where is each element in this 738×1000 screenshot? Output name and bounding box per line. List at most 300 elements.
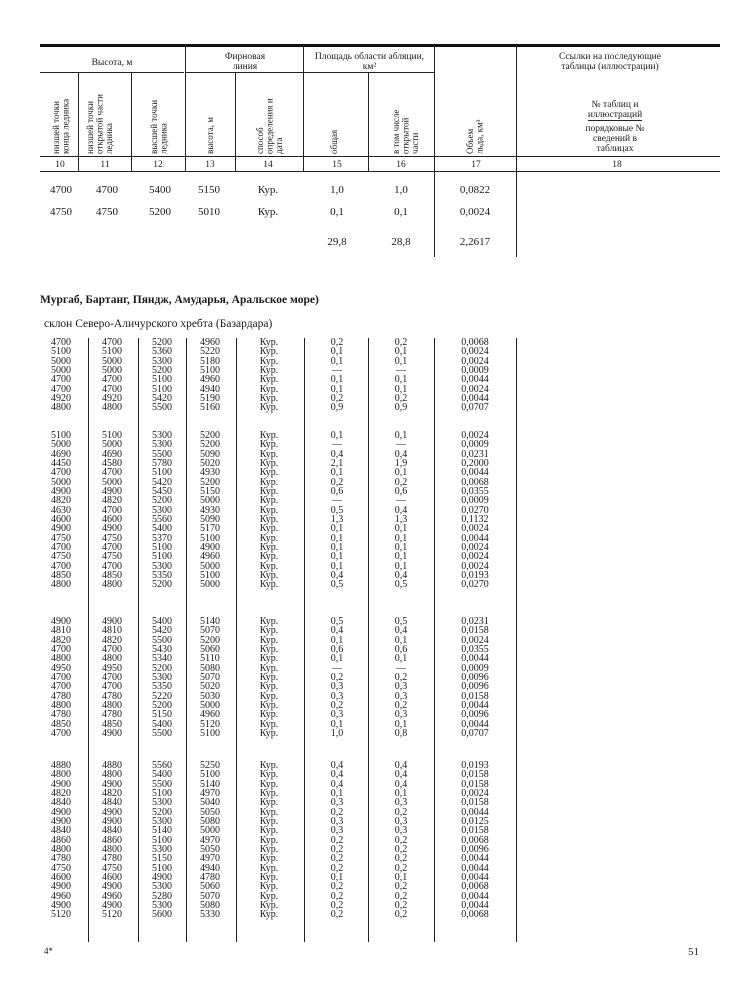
cell: Кур. [259,523,279,535]
cell: Кур. [259,671,279,683]
cell: 4900 [102,523,122,535]
cell: 5200 [152,579,172,591]
cell: 5060 [200,881,220,893]
cell: 4800 [102,402,122,414]
cell: 0,2 [330,899,344,911]
cell: 0,0068 [461,337,489,348]
cell: 0,5 [330,504,344,516]
cell: 2,1 [330,457,344,469]
cell: 5400 [152,523,172,535]
cell: 0,0270 [461,579,489,591]
cell: 0,9 [394,402,408,414]
cell: 5090 [200,448,220,460]
group-refs-label: Ссылки на последующие таблицы (иллюстрации) [559,52,661,72]
cell: 0,1 [330,541,344,553]
cell: 5300 [152,355,172,367]
cell: Кур. [259,797,279,809]
cell: 4750 [50,206,72,218]
cell: 0,1 [330,787,344,799]
cell: 4930 [200,467,220,479]
cell: 0,0096 [461,671,489,683]
cell: 4900 [51,485,71,497]
cell: 0,2 [394,899,408,911]
cell: 4700 [102,560,122,572]
cell: 4800 [51,579,71,591]
cell: 0,2 [330,337,344,348]
data-group [0,338,738,413]
cell: 5020 [200,457,220,469]
cell: 4750 [102,532,122,544]
cell: 4900 [152,871,172,883]
cell: 0,0044 [461,392,489,404]
cell: 4700 [51,374,71,386]
cell: 5200 [152,495,172,507]
ref-divider [588,120,642,121]
cell: 0,1 [330,374,344,386]
vline-a [78,72,79,171]
cell: 0,1 [330,383,344,395]
cell: 4950 [51,662,71,674]
cell: 5000 [102,364,122,376]
colnum-18: 18 [612,160,622,170]
cell: 5200 [200,430,220,441]
cell: 4690 [102,448,122,460]
cell: 5100 [152,541,172,553]
cell: 4820 [51,495,71,507]
cell: 4800 [51,769,71,781]
cell: 5200 [152,337,172,348]
cell: 0,0009 [461,439,489,451]
subsection-title: склон Северо-Аличурского хребта (Базардара) [44,318,273,330]
cell: 5100 [152,551,172,563]
cell: 0,0158 [461,769,489,781]
vline-d [235,72,236,171]
page-number: 51 [688,946,699,958]
cell: Кур. [259,909,279,921]
cell: 0,0125 [461,815,489,827]
cell: 0,3 [394,709,408,721]
cell: Кур. [259,355,279,367]
cell: 0,4 [330,448,344,460]
cell: 0,0096 [461,709,489,721]
cell: Кур. [259,476,279,488]
cell: Кур. [259,569,279,581]
cell: 0,1 [330,346,344,358]
cell: 0,0044 [461,899,489,911]
cell: 4600 [102,513,122,525]
cell: 0,1 [394,653,408,665]
cell: Кур. [259,653,279,665]
cell: 4850 [102,718,122,730]
cell: 0,0355 [461,643,489,655]
cell: 5100 [51,430,71,441]
cell: 4750 [51,532,71,544]
cell: 0,9 [330,402,344,414]
cell: 5110 [200,653,220,665]
cell: 0,1 [394,383,408,395]
cell: 4810 [102,625,122,637]
cell: 5600 [152,909,172,921]
vline-b [131,72,132,171]
cell: 4700 [51,643,71,655]
cell: 5070 [200,625,220,637]
data-group [0,761,738,920]
cell: — [396,364,406,376]
cell: 4690 [51,448,71,460]
cell: 4820 [51,787,71,799]
cell: 1,0 [394,184,408,196]
colnum-10: 10 [55,160,65,170]
cell: 4900 [51,778,71,790]
cell: 0,3 [394,681,408,693]
cell: 4900 [51,815,71,827]
cell: 5420 [152,476,172,488]
cell: 0,2 [394,862,408,874]
cell: 4700 [96,184,118,196]
cell: 0,0044 [461,653,489,665]
cell: 4920 [51,392,71,404]
cell: 0,1 [330,206,344,218]
cell: Кур. [259,457,279,469]
cell: 0,1 [394,718,408,730]
cell: 0,1 [394,551,408,563]
cell: 4900 [102,727,122,739]
cell: 0,1 [330,560,344,572]
vline-f [368,72,369,171]
cell: 0,2 [394,476,408,488]
cell: Кур. [259,430,279,441]
cell: 4800 [102,843,122,855]
cell: 4800 [51,699,71,711]
cell: 0,2 [394,834,408,846]
vline-g [434,45,435,257]
cell: 4840 [102,797,122,809]
cell: 0,5 [394,616,408,627]
cell: 4700 [51,383,71,395]
cell: 4940 [200,862,220,874]
cell: 0,1 [394,634,408,646]
cell: 1,0 [330,184,344,196]
cell: 5150 [200,485,220,497]
cell: 5100 [200,769,220,781]
cell: Кур. [259,392,279,404]
cell: 0,0044 [461,718,489,730]
cell: 0,0707 [461,402,489,414]
cell: 4800 [51,402,71,414]
cell: 5150 [152,853,172,865]
cell: 0,0193 [461,569,489,581]
cell: 0,1 [330,430,344,441]
cell: Кур. [257,206,279,218]
cell: 5400 [152,769,172,781]
cell: 5000 [102,355,122,367]
cell: 0,0044 [461,374,489,386]
cell: 0,2 [394,881,408,893]
cell: 5080 [200,899,220,911]
cell: 0,4 [330,760,344,771]
cell: 5340 [152,653,172,665]
cell: 0,0158 [461,690,489,702]
cell: 4900 [102,806,122,818]
cell: Кур. [259,690,279,702]
cell: 0,3 [330,690,344,702]
cell: 4850 [51,718,71,730]
cell: 4700 [102,337,122,348]
cell: 5100 [152,383,172,395]
cell: 0,2 [330,671,344,683]
cell: 1,9 [394,457,408,469]
cell: 0,0044 [461,806,489,818]
col-high-label: высшей точки ледника [149,99,169,154]
cell: 5500 [152,634,172,646]
cell: Кур. [259,662,279,674]
cell: 0,0024 [461,383,489,395]
cell: 5300 [152,430,172,441]
cell: 5300 [152,504,172,516]
vline-e [303,45,304,171]
section-title: Мургаб, Бартанг, Пяндж, Амударья, Аральское море) [40,294,319,306]
cell: 0,0158 [461,825,489,837]
cell: 4960 [102,890,122,902]
cell: 0,3 [394,825,408,837]
cell: 5500 [152,448,172,460]
cell: Кур. [259,467,279,479]
cell: Кур. [259,383,279,395]
cell: 4580 [102,457,122,469]
cell: 5190 [200,392,220,404]
cell: 5100 [152,862,172,874]
cell: 5120 [200,718,220,730]
cell: Кур. [259,718,279,730]
cell: — [332,364,342,376]
cell: 0,1 [394,355,408,367]
cell: — [396,439,406,451]
cell: 0,2 [330,909,344,921]
cell: 0,2 [394,843,408,855]
cell: 4840 [51,825,71,837]
cell: 0,2 [394,909,408,921]
cell: 1,3 [394,513,408,525]
cell: 5000 [102,476,122,488]
cell: 4960 [200,374,220,386]
cell: 0,0158 [461,797,489,809]
cell: 0,0158 [461,625,489,637]
cell: 5350 [152,569,172,581]
cell: 4750 [102,862,122,874]
cell: — [332,439,342,451]
cell: 0,2 [330,699,344,711]
cell: Кур. [259,634,279,646]
cell: 5090 [200,513,220,525]
data-group [0,431,738,590]
cell: 5180 [200,355,220,367]
cell: 4800 [102,769,122,781]
cell: 0,6 [394,485,408,497]
cell: Кур. [259,853,279,865]
cell: 4820 [51,634,71,646]
cell: 0,1 [330,871,344,883]
cell: Кур. [259,439,279,451]
cell: 5300 [152,815,172,827]
cell: 5280 [152,890,172,902]
cell: Кур. [259,778,279,790]
cell: 5200 [200,439,220,451]
cell: 4860 [51,834,71,846]
cell: 0,2000 [461,457,489,469]
cell: 0,0009 [461,364,489,376]
cell: 4800 [102,699,122,711]
cell: 0,3 [394,797,408,809]
cell: 5100 [200,569,220,581]
ref-seq-no-label: порядковые № сведений в таблицах [585,124,645,154]
cell: Кур. [259,760,279,771]
cell: 5330 [200,909,220,921]
cell: 4780 [102,853,122,865]
cell: 0,5 [330,616,344,627]
cell: 0,0068 [461,476,489,488]
colnum-11: 11 [100,160,110,170]
group-firn-rule [185,72,303,73]
cell: 0,4 [394,769,408,781]
cell: 5780 [152,457,172,469]
cell: 4450 [51,457,71,469]
cell: 0,4 [394,778,408,790]
cell: 4750 [102,551,122,563]
cell: 4960 [200,709,220,721]
cell: Кур. [259,374,279,386]
cell: 0,0024 [461,355,489,367]
cell: 0,8 [394,727,408,739]
cell: 4700 [102,541,122,553]
group-area-label: Площадь области абляции, км² [314,52,425,72]
cell: 0,2 [394,853,408,865]
cell: 5360 [152,346,172,358]
cell: 0,2 [330,853,344,865]
cell: 0,1 [394,374,408,386]
cell: 4750 [96,206,118,218]
colnum-16: 16 [396,160,406,170]
cell: 0,2 [330,392,344,404]
cell: 5000 [102,439,122,451]
cell: 0,1 [394,787,408,799]
cell: 0,1 [330,355,344,367]
cell: 4900 [51,523,71,535]
cell: 5160 [200,402,220,414]
cell: 0,6 [330,643,344,655]
cell: Кур. [259,513,279,525]
cell: 5150 [198,184,220,196]
cell: Кур. [259,541,279,553]
cell: Кур. [259,551,279,563]
col-area-total-label: общая [329,129,339,154]
cell: 4900 [51,899,71,911]
cell: 0,2 [330,890,344,902]
cell: Кур. [259,727,279,739]
cell: 0,0024 [461,430,489,441]
cell: 4850 [51,569,71,581]
cell: 5430 [152,643,172,655]
cell: 0,1 [394,541,408,553]
cell: 4800 [51,843,71,855]
colnum-17: 17 [471,160,481,170]
cell: 4820 [102,634,122,646]
cell: 4600 [51,871,71,883]
cell: Кур. [257,184,279,196]
cell: 0,1 [330,551,344,563]
cell: 5200 [152,364,172,376]
cell: 4780 [51,709,71,721]
cell: 0,2 [394,671,408,683]
cell: 0,5 [330,579,344,591]
cell: 0,1 [394,430,408,441]
cell: 0,0822 [459,184,491,196]
cell: — [332,662,342,674]
cell: 0,1 [330,523,344,535]
cell: 0,2 [330,476,344,488]
cell: 5200 [200,476,220,488]
cell: 0,0024 [461,634,489,646]
cell: 5200 [152,699,172,711]
cell: 0,1 [394,206,408,218]
cell: 4780 [200,871,220,883]
header-bottom-rule [40,156,720,157]
cell: 4800 [102,579,122,591]
cell: 4880 [102,760,122,771]
cell: 4960 [51,890,71,902]
cell: 0,4 [394,625,408,637]
cell: 0,3 [394,815,408,827]
cell: 0,4 [394,448,408,460]
cell: Кур. [259,843,279,855]
cell: Кур. [259,448,279,460]
cell: 0,0044 [461,890,489,902]
colnum-13: 13 [205,160,215,170]
cell: 5050 [200,806,220,818]
cell: 0,0270 [461,504,489,516]
cell: 4900 [102,616,122,627]
cell: 4700 [102,643,122,655]
cell: 0,0068 [461,881,489,893]
cell: 5400 [152,616,172,627]
col-firn-height-label: высота, м [205,117,215,154]
cell: 0,4 [394,504,408,516]
cell: 5300 [152,843,172,855]
cell: 0,0096 [461,843,489,855]
cell: Кур. [259,504,279,516]
cell: Кур. [259,806,279,818]
cell: 4700 [51,681,71,693]
cell: 5100 [102,346,122,358]
cell: 5200 [152,806,172,818]
cell: 4900 [51,806,71,818]
cell: 5500 [152,402,172,414]
cell: 5070 [200,890,220,902]
cell: 0,0024 [461,541,489,553]
cell: 5300 [152,439,172,451]
total-volume: 2,2617 [459,236,491,248]
cell: 4600 [102,871,122,883]
cell: 4850 [102,569,122,581]
cell: 0,0024 [461,346,489,358]
cell: 0,1 [394,560,408,572]
cell: 4700 [51,727,71,739]
cell: 5220 [200,346,220,358]
cell: 0,1 [330,467,344,479]
cell: 5100 [200,727,220,739]
col-low-end-label: низшей точки конца ледника [51,98,71,154]
cell: 0,1 [330,718,344,730]
cell: 5400 [149,184,171,196]
